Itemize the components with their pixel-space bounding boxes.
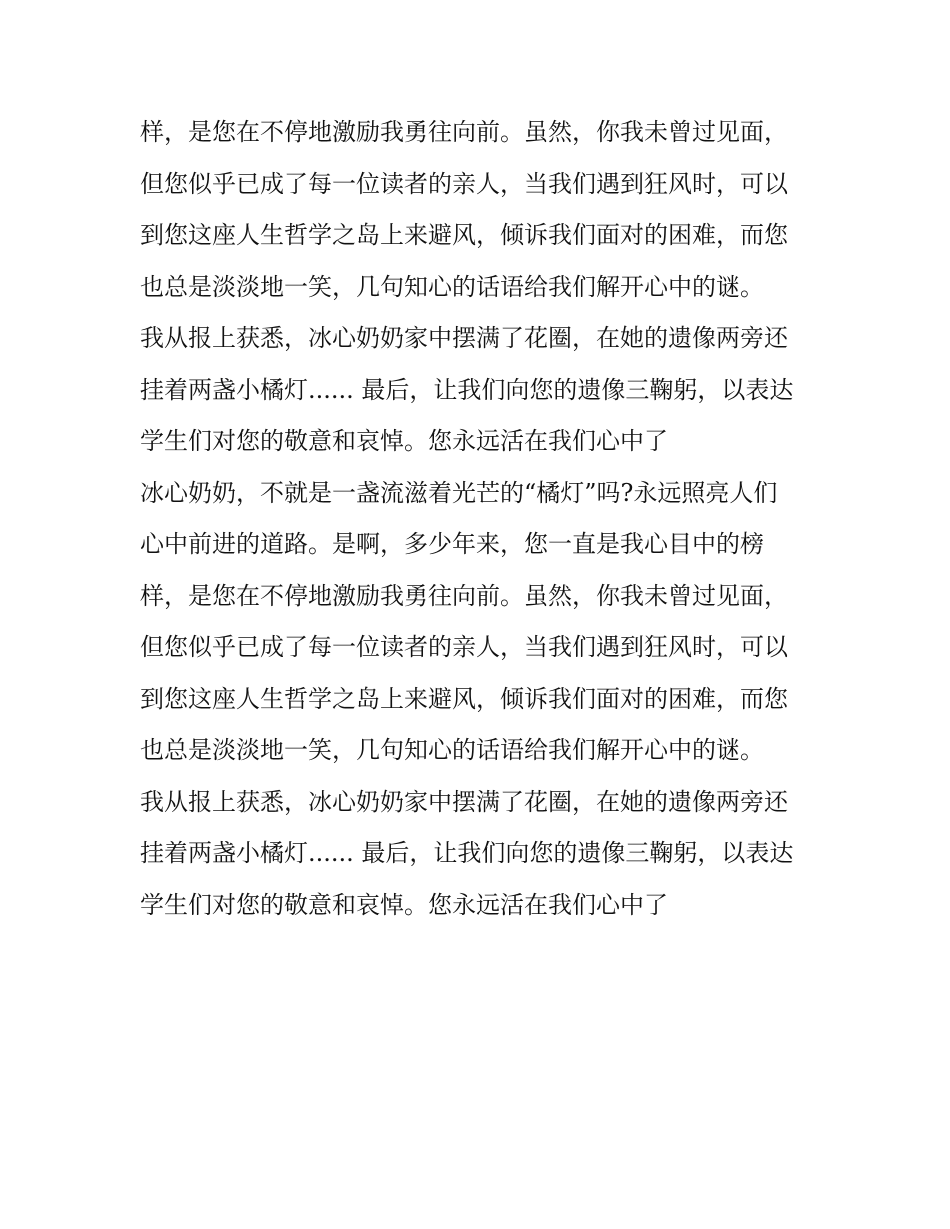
text-line: 样，是您在不停地激励我勇往向前。虽然，你我未曾过见面， bbox=[140, 581, 788, 610]
text-line: 也总是淡淡地一笑，几句知心的话语给我们解开心中的谜。 bbox=[140, 736, 764, 764]
text-line: 我从报上获悉，冰心奶奶家中摆满了花圈，在她的遗像两旁还 bbox=[140, 324, 788, 352]
text-line: 心中前进的道路。是啊，多少年来，您一直是我心目中的榜 bbox=[140, 530, 764, 558]
text-line: 挂着两盏小橘灯...... 最后，让我们向您的遗像三鞠躬，以表达 bbox=[140, 375, 794, 404]
text-line: 样，是您在不停地激励我勇往向前。虽然，你我未曾过见面， bbox=[140, 118, 788, 146]
text-line: 但您似乎已成了每一位读者的亲人，当我们遇到狂风时，可以 bbox=[140, 169, 788, 198]
text-line: 到您这座人生哲学之岛上来避风，倾诉我们面对的困难，而您 bbox=[140, 684, 788, 713]
text-line: 到您这座人生哲学之岛上来避风，倾诉我们面对的困难，而您 bbox=[140, 221, 788, 249]
text-line: 也总是淡淡地一笑，几句知心的话语给我们解开心中的谜。 bbox=[140, 272, 764, 301]
text-line: 我从报上获悉，冰心奶奶家中摆满了花圈，在她的遗像两旁还 bbox=[140, 787, 788, 816]
text-line: 冰心奶奶，不就是一盏流滋着光芒的“橘灯”吗?永远照亮人们 bbox=[140, 478, 778, 507]
body-text bbox=[140, 107, 820, 931]
text-line: 但您似乎已成了每一位读者的亲人，当我们遇到狂风时，可以 bbox=[140, 633, 788, 661]
text-line: 挂着两盏小橘灯...... 最后，让我们向您的遗像三鞠躬，以表达 bbox=[140, 839, 794, 867]
text-line: 学生们对您的敬意和哀悼。您永远活在我们心中了 bbox=[140, 427, 668, 455]
text-line: 学生们对您的敬意和哀悼。您永远活在我们心中了 bbox=[140, 890, 668, 919]
